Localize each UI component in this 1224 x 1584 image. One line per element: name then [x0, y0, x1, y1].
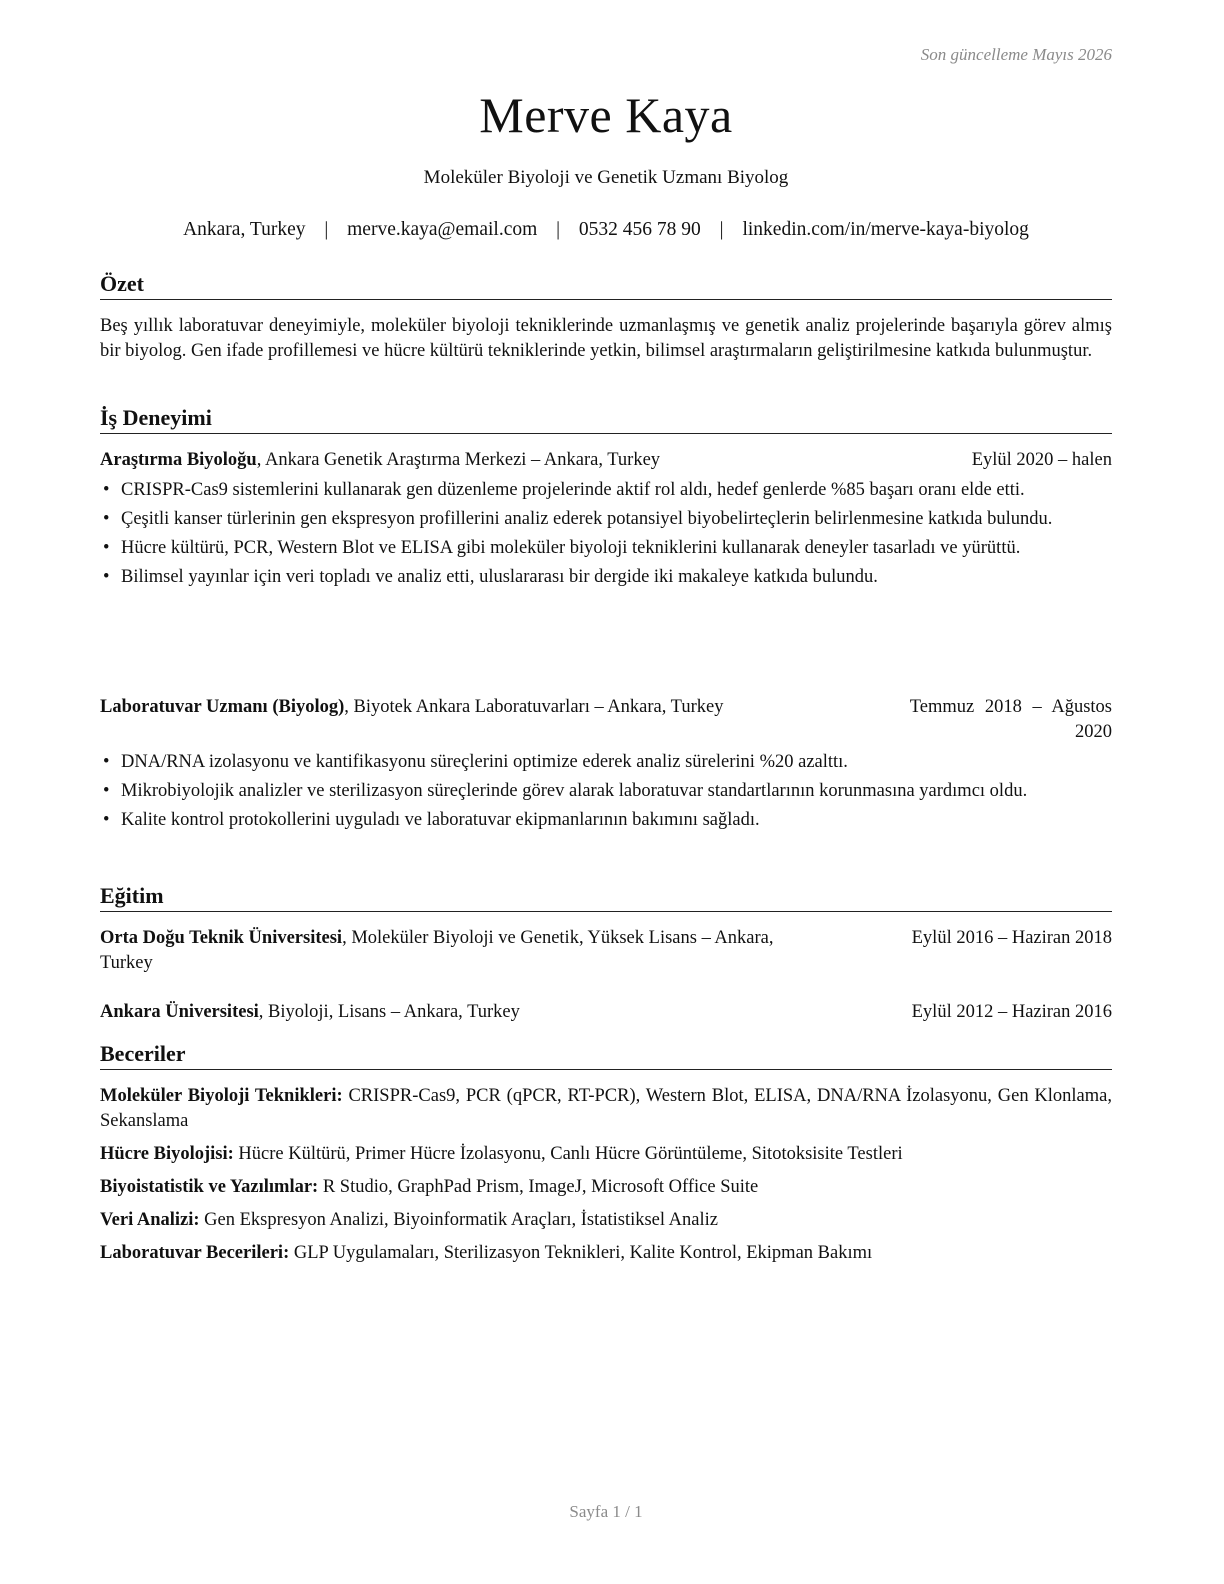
section-title-skills: Beceriler	[100, 1040, 1112, 1070]
section-title-education: Eğitim	[100, 882, 1112, 912]
bullet-icon: •	[103, 781, 110, 801]
skill-item	[100, 1084, 1112, 1134]
skill-label: Moleküler Biyoloji Teknikleri:	[100, 1086, 343, 1106]
list-item: • Mikrobiyolojik analizler ve sterilizasyon süreçlerinde görev alarak laboratuvar standartlarının korunmasına yardımcı oldu.	[100, 779, 1112, 804]
list-item: • CRISPR-Cas9 sistemlerini kullanarak gen düzenleme projelerinde aktif rol aldı, hedef genlerde %85 başarı oranı elde etti.	[100, 478, 1112, 503]
skill-item	[100, 1208, 1112, 1233]
section-title-summary: Özet	[100, 270, 1112, 300]
contact-phone[interactable]: 0532 456 78 90	[578, 219, 701, 240]
job-role: Laboratuvar Uzmanı (Biyolog)	[100, 697, 345, 717]
last-updated: Son güncelleme Mayıs 2026	[920, 45, 1112, 64]
education-school: Orta Doğu Teknik Üniversitesi	[100, 928, 343, 948]
contact-line	[100, 219, 1112, 241]
job-header	[100, 695, 1112, 745]
list-item: • Bilimsel yayınlar için veri topladı ve analiz etti, uluslararası bir dergide iki makaleye katkıda bulundu.	[100, 565, 1112, 590]
bullet-icon: •	[103, 752, 110, 772]
job-dates: Eylül 2020 – halen	[971, 450, 1112, 470]
skill-label: Hücre Biyolojisi:	[100, 1144, 234, 1164]
summary-text: Beş yıllık laboratuvar deneyimiyle, moleküler biyoloji tekniklerinde uzmanlaşmış ve genetik analiz projelerinde başarıyla görev almış bir biyolog. Gen ifade profillemesi ve hücre kültürü tekniklerinde yetkin, bilimsel araştırmaların geliştirilmesine katkıda bulunmuştur.	[100, 316, 1112, 361]
contact-linkedin[interactable]: linkedin.com/in/merve-kaya-biyolog	[742, 219, 1029, 240]
skill-value: CRISPR-Cas9, PCR (qPCR, RT-PCR), Western Blot, ELISA, DNA/RNA İzolasyonu, Gen Klonlama, Sekanslama	[100, 1086, 1112, 1131]
skill-item	[100, 1142, 1112, 1167]
education-entry	[100, 1000, 1112, 1025]
skill-label: Laboratuvar Becerileri:	[100, 1243, 290, 1263]
bullet-icon: •	[103, 567, 110, 587]
education-detail: , Moleküler Biyoloji ve Genetik, Yüksek Lisans – Ankara,	[342, 928, 774, 948]
list-item: • Hücre kültürü, PCR, Western Blot ve ELISA gibi moleküler biyoloji tekniklerini kullanarak deneyler tasarladı ve yürüttü.	[100, 536, 1112, 561]
skill-value: R Studio, GraphPad Prism, ImageJ, Microsoft Office Suite	[318, 1177, 759, 1197]
skill-value: GLP Uygulamaları, Sterilizasyon Teknikleri, Kalite Kontrol, Ekipman Bakımı	[289, 1243, 873, 1263]
job-dates: Temmuz 2018 – Ağustos 2020	[909, 697, 1112, 742]
bullet-icon: •	[103, 509, 110, 529]
candidate-name: Merve Kaya	[479, 87, 733, 143]
education-detail: , Biyoloji, Lisans – Ankara, Turkey	[258, 1002, 520, 1022]
list-item: • Kalite kontrol protokollerini uyguladı ve laboratuvar ekipmanlarının bakımını sağladı.	[100, 808, 1112, 833]
job-header	[100, 448, 1112, 473]
headline: Moleküler Biyoloji ve Genetik Uzmanı Biyolog	[423, 167, 789, 188]
list-item: • Çeşitli kanser türlerinin gen ekspresyon profillerini analiz ederek potansiyel biyobelirteçlerin belirlenmesine katkıda bulundu.	[100, 507, 1112, 532]
bullet-icon: •	[103, 480, 110, 500]
education-school: Ankara Üniversitesi	[100, 1002, 259, 1022]
skills-list	[100, 1084, 1112, 1274]
bullet-icon: •	[103, 538, 110, 558]
job-org: , Biyotek Ankara Laboratuvarları – Ankara, Turkey	[344, 697, 724, 717]
contact-separator: |	[556, 219, 561, 240]
job-bullets	[100, 750, 1112, 833]
contact-separator: |	[719, 219, 724, 240]
education-entry: Orta Doğu Teknik Üniversitesi, Moleküler Biyoloji ve Genetik, Yüksek Lisans – Ankara, Turkey Eylül 2016 – Haziran 2018	[100, 928, 1112, 973]
education-dates: Eylül 2012 – Haziran 2016	[911, 1002, 1112, 1022]
skill-item	[100, 1241, 1112, 1266]
bullet-icon: •	[103, 810, 110, 830]
job-bullets	[100, 478, 1112, 590]
skill-label: Veri Analizi:	[100, 1210, 200, 1230]
education-dates: Eylül 2016 – Haziran 2018	[911, 928, 1112, 948]
skill-value: Gen Ekspresyon Analizi, Biyoinformatik Araçları, İstatistiksel Analiz	[199, 1210, 718, 1230]
list-item: • DNA/RNA izolasyonu ve kantifikasyonu süreçlerini optimize ederek analiz sürelerini %20 azalttı.	[100, 750, 1112, 775]
job-org: , Ankara Genetik Araştırma Merkezi – Ankara, Turkey	[256, 450, 661, 470]
job-entry	[100, 695, 1112, 837]
contact-separator: |	[324, 219, 329, 240]
job-entry	[100, 448, 1112, 594]
section-title-experience: İş Deneyimi	[100, 404, 1112, 434]
contact-location: Ankara, Turkey	[183, 219, 306, 240]
contact-email[interactable]: merve.kaya@email.com	[347, 219, 538, 240]
skill-value: Hücre Kültürü, Primer Hücre İzolasyonu, Canlı Hücre Görüntüleme, Sitotoksisite Testleri	[233, 1144, 903, 1164]
page-number: Sayfa 1 / 1	[569, 1502, 643, 1521]
skill-label: Biyoistatistik ve Yazılımlar:	[100, 1177, 319, 1197]
resume-page	[100, 0, 1112, 1584]
skill-item	[100, 1175, 1112, 1200]
job-role: Araştırma Biyoloğu	[100, 450, 257, 470]
